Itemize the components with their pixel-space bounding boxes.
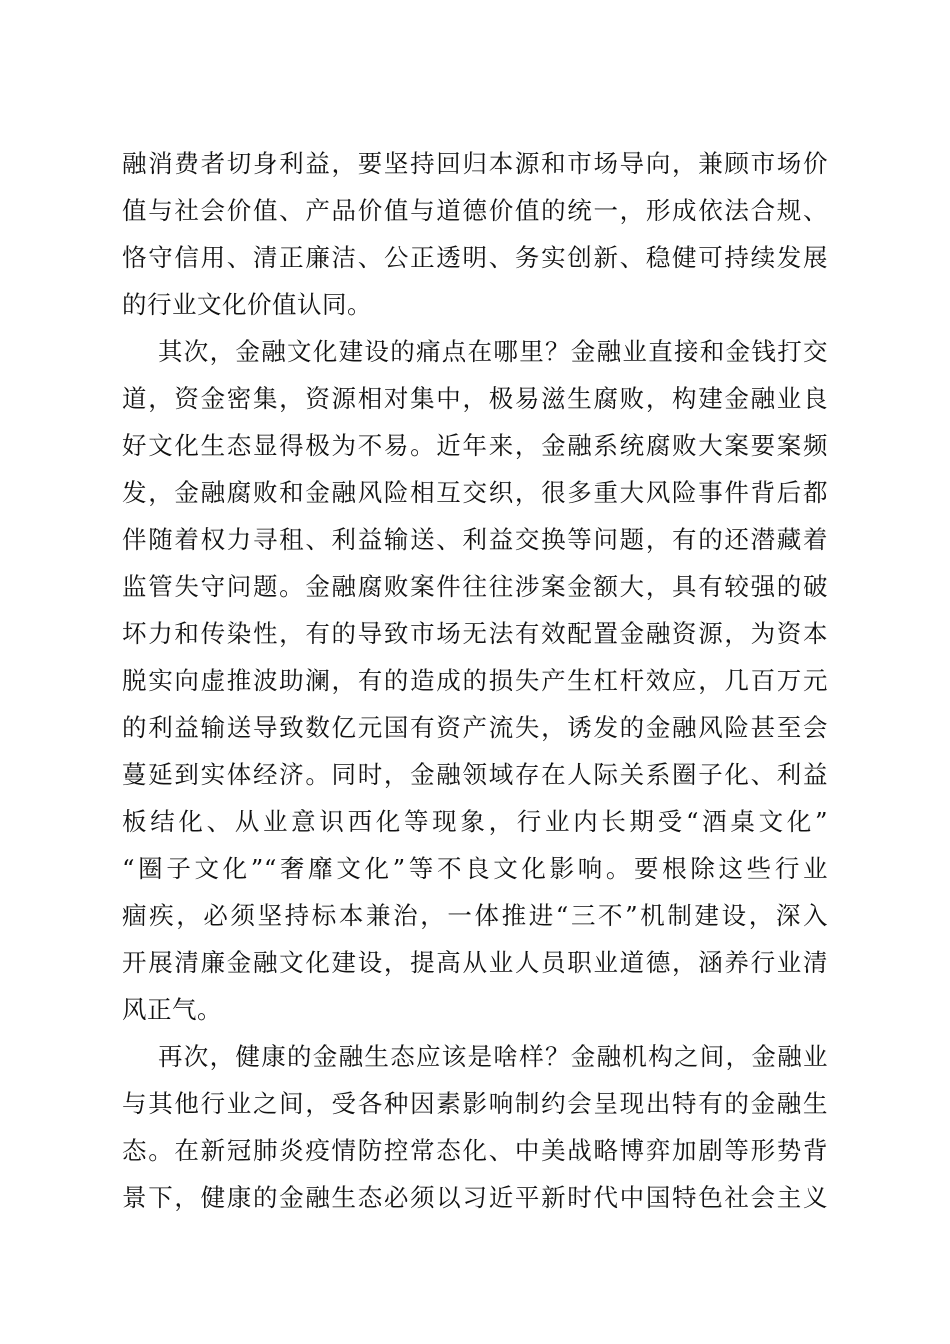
paragraph-start-line: 其次，金融文化建设的痛点在哪里？金融业直接和金钱打交	[158, 337, 828, 366]
text-line: 伴随着权力寻租、利益输送、利益交换等问题，有的还潜藏着	[122, 525, 828, 554]
text-line: 监管失守问题。金融腐败案件往往涉案金额大，具有较强的破	[122, 572, 828, 601]
text-line: “圈子文化”“奢靡文化”等不良文化影响。要根除这些行业	[122, 854, 828, 883]
text-line: 道，资金密集，资源相对集中，极易滋生腐败，构建金融业良	[122, 384, 828, 413]
text-line: 开展清廉金融文化建设，提高从业人员职业道德，涵养行业清	[122, 948, 828, 977]
text-line: 风正气。	[122, 995, 222, 1024]
text-line: 坏力和传染性，有的导致市场无法有效配置金融资源，为资本	[122, 619, 828, 648]
text-line: 板结化、从业意识西化等现象，行业内长期受“酒桌文化”	[122, 807, 828, 836]
text-line: 脱实向虚推波助澜，有的造成的损失产生杠杆效应，几百万元	[122, 666, 828, 695]
text-line: 态。在新冠肺炎疫情防控常态化、中美战略博弈加剧等形势背	[122, 1136, 828, 1165]
text-line: 与其他行业之间，受各种因素影响制约会呈现出特有的金融生	[122, 1089, 828, 1118]
text-line: 的行业文化价值认同。	[122, 290, 372, 319]
text-line: 蔓延到实体经济。同时，金融领域存在人际关系圈子化、利益	[122, 760, 828, 789]
paragraph-start-line: 再次，健康的金融生态应该是啥样？金融机构之间，金融业	[158, 1042, 828, 1071]
text-line: 发，金融腐败和金融风险相互交织，很多重大风险事件背后都	[122, 478, 828, 507]
text-line: 值与社会价值、产品价值与道德价值的统一，形成依法合规、	[122, 196, 828, 225]
text-line: 景下，健康的金融生态必须以习近平新时代中国特色社会主义	[122, 1183, 828, 1212]
body-text	[122, 140, 828, 1221]
text-line: 融消费者切身利益，要坚持回归本源和市场导向，兼顾市场价	[122, 149, 828, 178]
text-line: 恪守信用、清正廉洁、公正透明、务实创新、稳健可持续发展	[122, 243, 828, 272]
text-line: 痼疾，必须坚持标本兼治，一体推进“三不”机制建设，深入	[122, 901, 828, 930]
text-line: 好文化生态显得极为不易。近年来，金融系统腐败大案要案频	[122, 431, 828, 460]
text-line: 的利益输送导致数亿元国有资产流失，诱发的金融风险甚至会	[122, 713, 828, 742]
